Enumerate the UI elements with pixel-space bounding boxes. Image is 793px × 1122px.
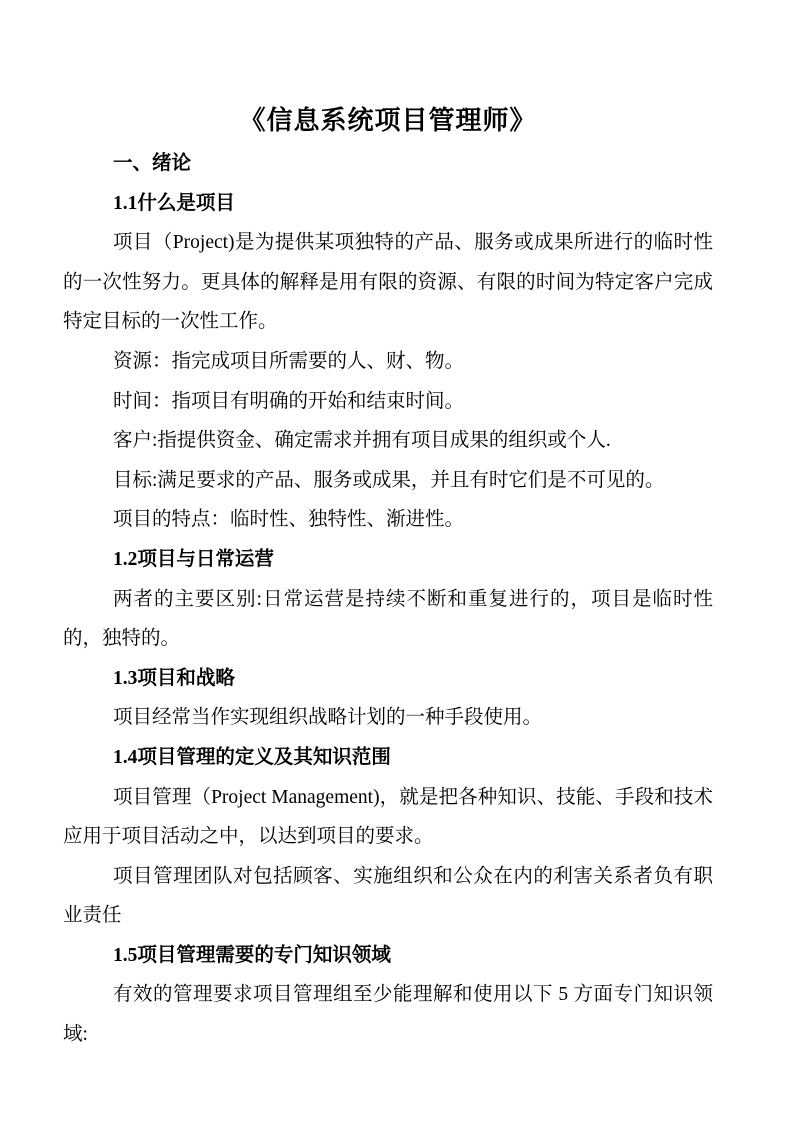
heading-1-4-pm-definition-scope: 1.4项目管理的定义及其知识范围	[113, 746, 391, 768]
heading-1-3-project-and-strategy: 1.3项目和战略	[113, 667, 235, 689]
para-knowledge-areas-intro: 有效的管理要求项目管理组至少能理解和使用以下 5 方面专门知识领域:	[63, 984, 713, 1046]
doc-title: 《信息系统项目管理师》	[239, 106, 537, 135]
heading-1-5-knowledge-areas: 1.5项目管理需要的专门知识领域	[113, 944, 391, 966]
para-pm-definition: 项目管理（Project Management)，就是把各种知识、技能、手段和技术应用于项目活动之中，以达到项目的要求。	[63, 786, 713, 848]
para-pm-responsibility: 项目管理团队对包括顾客、实施组织和公众在内的利害关系者负有职业责任	[63, 865, 713, 927]
para-resource-definition: 资源：指完成项目所需要的人、财、物。	[113, 350, 465, 372]
para-project-definition: 项目（Project)是为提供某项独特的产品、服务或成果所进行的临时性的一次性努力。更具体的解释是用有限的资源、有限的时间为特定客户完成特定目标的一次性工作。	[63, 232, 713, 333]
para-customer-definition: 客户:指提供资金、确定需求并拥有项目成果的组织或个人.	[113, 430, 611, 452]
para-goal-definition: 目标:满足要求的产品、服务或成果，并且有时它们是不可见的。	[113, 469, 665, 491]
para-project-characteristics: 项目的特点：临时性、独特性、渐进性。	[113, 509, 465, 531]
para-strategy-usage: 项目经常当作实现组织战略计划的一种手段使用。	[113, 707, 543, 729]
heading-1-1-what-is-project: 1.1什么是项目	[113, 192, 235, 214]
section-1-heading: 一、绪论	[113, 153, 192, 174]
para-time-definition: 时间：指项目有明确的开始和结束时间。	[113, 390, 465, 412]
heading-1-2-project-vs-operations: 1.2项目与日常运营	[113, 548, 274, 570]
para-operations-difference: 两者的主要区别:日常运营是持续不断和重复进行的，项目是临时性的，独特的。	[63, 588, 713, 650]
